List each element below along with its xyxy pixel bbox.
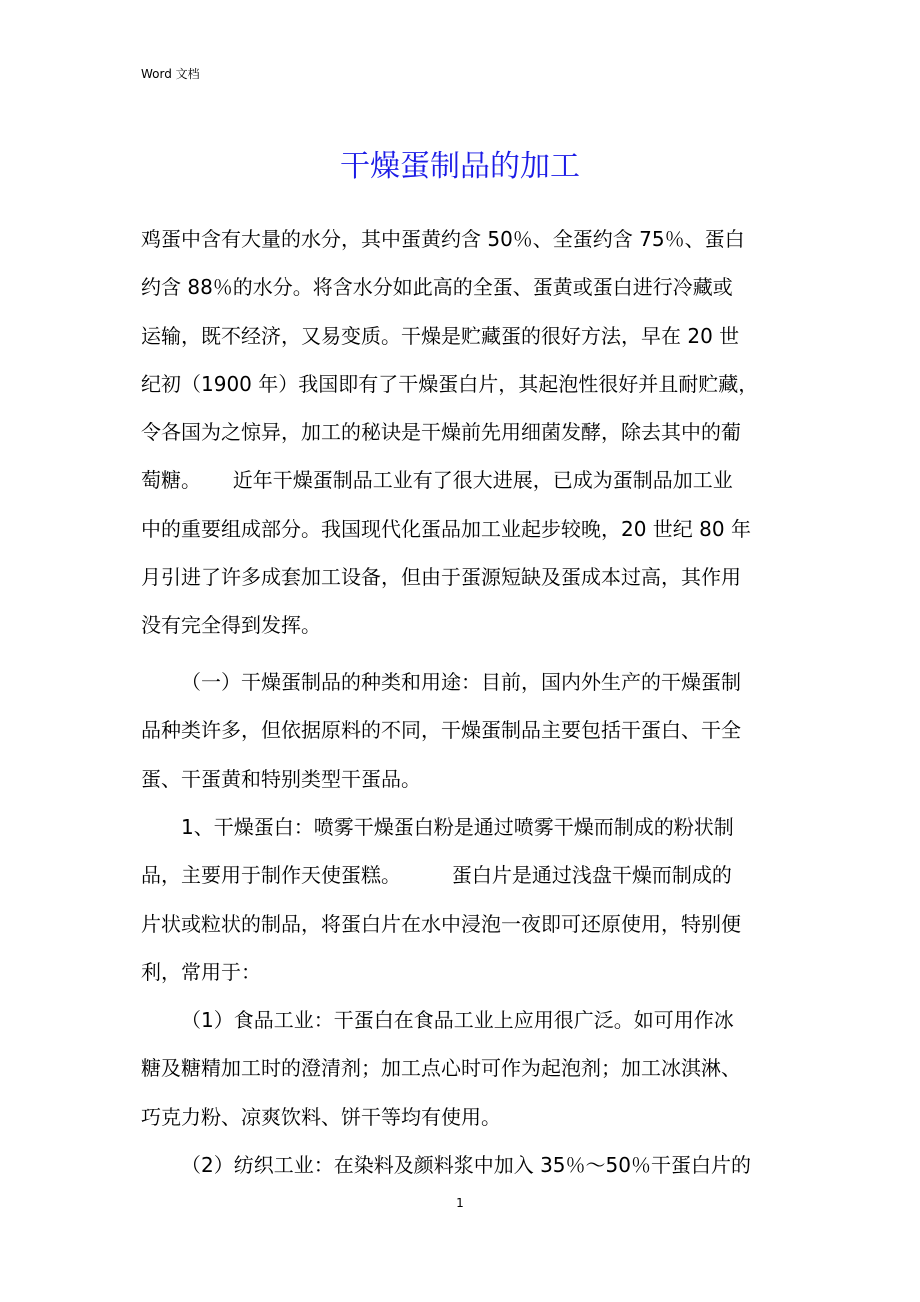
text-line (141, 803, 781, 851)
text-line: 没有完全得到发挥。 (141, 613, 321, 638)
text-line: 品，主要用于制作天使蛋糕。 蛋白片是通过浅盘干燥而制成的 (141, 863, 732, 888)
text-line: 约含 88％的水分。将含水分如此高的全蛋、蛋黄或蛋白进行冷藏或 (141, 275, 733, 300)
text-line-content: （2）纺织工业：在染料及颜料浆中加入 35％～50％干蛋白片的 (181, 1153, 751, 1177)
page-number: 1 (456, 1196, 464, 1210)
text-line (141, 1141, 781, 1189)
paragraph-dried-egg-white (141, 803, 781, 996)
paragraph-textile-industry (141, 1141, 781, 1189)
text-line: 利，常用于： (141, 959, 261, 984)
text-line: 糖及糖精加工时的澄清剂；加工点心时可作为起泡剂；加工冰淇淋、 (141, 1056, 741, 1081)
text-line: 月引进了许多成套加工设备，但由于蛋源短缺及蛋成本过高，其作用 (141, 565, 741, 590)
text-line: 蛋、干蛋黄和特别类型干蛋品。 (141, 766, 421, 791)
document-title: 干燥蛋制品的加工 (340, 149, 580, 184)
text-line-content: （1）食品工业：干蛋白在食品工业上应用很广泛。如可用作冰 (181, 1008, 734, 1032)
text-line-content: 1、干燥蛋白：喷雾干燥蛋白粉是通过喷雾干燥而制成的粉状制 (181, 815, 734, 839)
paragraph-food-industry (141, 996, 781, 1141)
text-line: 巧克力粉、凉爽饮料、饼干等均有使用。 (141, 1104, 501, 1129)
paragraph-section-types (141, 658, 781, 803)
document-header: Word 文档 (141, 67, 200, 81)
text-line (141, 658, 781, 706)
text-line: 纪初（1900 年）我国即有了干燥蛋白片，其起泡性很好并且耐贮藏， (141, 371, 759, 396)
text-line: 品种类许多，但依据原料的不同，干燥蛋制品主要包括干蛋白、干全 (141, 718, 741, 743)
text-line: 运输，既不经济，又易变质。干燥是贮藏蛋的很好方法，早在 20 世 (141, 323, 740, 348)
text-line: 萄糖。 近年干燥蛋制品工业有了很大进展，已成为蛋制品加工业 (141, 468, 733, 493)
text-line: 令各国为之惊异，加工的秘诀是干燥前先用细菌发酵，除去其中的葡 (141, 420, 741, 445)
text-line: 鸡蛋中含有大量的水分，其中蛋黄约含 50％、全蛋约含 75％、蛋白 (141, 227, 745, 251)
text-line-content: （一）干燥蛋制品的种类和用途：目前，国内外生产的干燥蛋制 (181, 670, 741, 694)
text-line: 中的重要组成部分。我国现代化蛋品加工业起步较晚，20 世纪 80 年 (141, 516, 751, 541)
text-line: 片状或粒状的制品，将蛋白片在水中浸泡一夜即可还原使用，特别便 (141, 911, 741, 936)
paragraph-intro (141, 215, 781, 650)
text-line (141, 996, 781, 1044)
